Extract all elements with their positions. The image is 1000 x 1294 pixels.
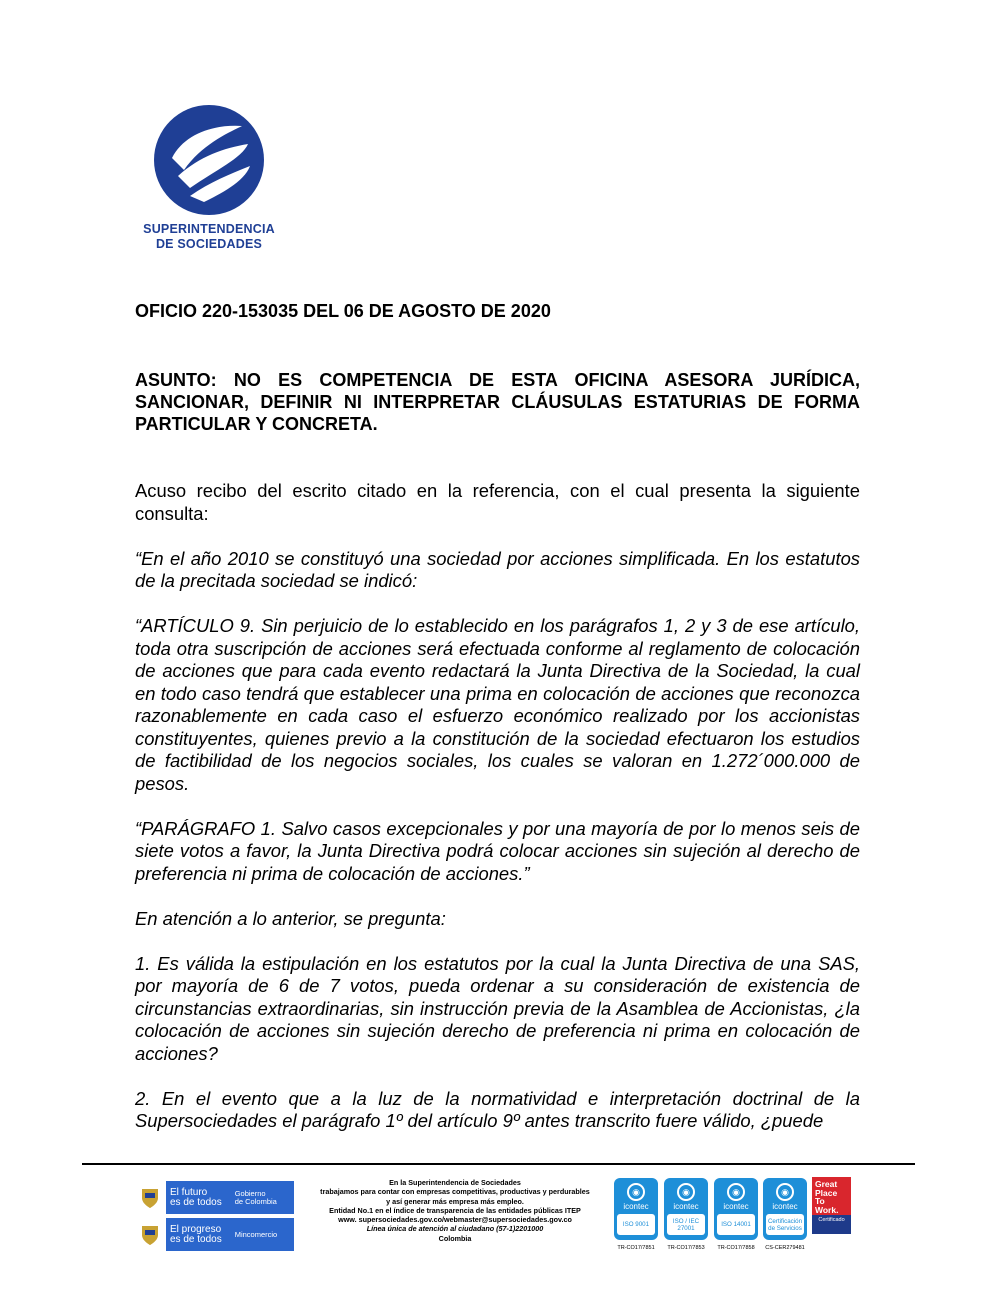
paragraph-pregunta: En atención a lo anterior, se pregunta: xyxy=(135,907,446,929)
gov1-small2: de Colombia xyxy=(234,1196,277,1206)
document-body xyxy=(135,480,860,1155)
gov1-line2: es de todos xyxy=(170,1196,222,1208)
gov1-small1: Gobierno xyxy=(234,1188,266,1198)
icontec-iso-9001-badge: ◉ icontec ISO 9001 xyxy=(614,1178,658,1240)
paragraph-articulo-9: “ARTÍCULO 9. Sin perjuicio de lo establecido en los parágrafos 1, 2 y 3 de ese artículo, toda otra suscripción de acciones será efectuada conforme al reglamento de colocación de acciones que para cada evento redactará la Junta Directiva de la Sociedad, la cual en todo caso tendrá que establecer una prima en colocación de acciones que reconozca razonablemente en cada caso el esfuerzo económico realizado por los accionistas constituyentes, quienes previo a la constitución de la sociedad efectuaron los estudios de factibilidad de los negocios sociales, los cuales se valoran en 1.272´000.000 de pesos. xyxy=(135,615,860,794)
logo-line-2: DE SOCIEDADES xyxy=(155,237,263,251)
footer-line: Colombia xyxy=(438,1233,472,1243)
colombia-shield-icon xyxy=(134,1218,166,1251)
footer-line: www. supersociedades.gov.co/webmaster@supersociedades.gov.co xyxy=(338,1215,572,1225)
footer-line: y así generar más empresa más empleo. xyxy=(386,1196,524,1206)
document-subject: ASUNTO: NO ES COMPETENCIA DE ESTA OFICINA ASESORA JURÍDICA, SANCIONAR, DEFINIR NI INTERPRETAR CLÁUSULAS ESTATURIAS DE FORMA PARTICULAR Y CONCRETA. xyxy=(135,370,860,434)
paragraph-paragrafo-1: “PARÁGRAFO 1. Salvo casos excepcionales y por una mayoría de por lo menos seis de siete votos a favor, la Junta Directiva podrá colocar acciones sin sujeción al derecho de preferencia ni prima de colocación de acciones.” xyxy=(135,817,860,884)
cert-code: TR-CO17/7853 xyxy=(667,1245,705,1251)
footer-divider xyxy=(82,1163,915,1165)
icontec-servicios-badge: ◉ icontec Certificación de Servicios xyxy=(763,1178,807,1240)
footer-line: Entidad No.1 en el índice de transparencia de las entidades públicas ITEP xyxy=(329,1205,581,1215)
gobierno-badge xyxy=(134,1181,294,1214)
document-title: OFICIO 220-153035 DEL 06 DE AGOSTO DE 2020 xyxy=(135,301,551,321)
footer-contact-text xyxy=(300,1178,610,1243)
footer-line: Línea única de atención al ciudadano (57-1)2201000 xyxy=(366,1224,544,1234)
paragraph-quote-1: “En el año 2010 se constituyó una sociedad por acciones simplificada. En los estatutos de la precitada sociedad se indicó: xyxy=(135,547,860,591)
icontec-icon: ◉ xyxy=(627,1183,645,1201)
gov2-line1: El progreso xyxy=(170,1223,222,1235)
icontec-iso-27001-badge: ◉ icontec ISO / IEC 27001 xyxy=(664,1178,708,1240)
logo-line-1: SUPERINTENDENCIA xyxy=(143,222,275,236)
icontec-icon: ◉ xyxy=(776,1183,794,1201)
great-place-to-work-badge: Great Place To Work. Certificado xyxy=(812,1177,851,1239)
cert-code: TR-CO17/7858 xyxy=(717,1245,755,1251)
cert-code: CS-CER279481 xyxy=(765,1245,805,1251)
cert-code: TR-CO17/7851 xyxy=(617,1245,655,1251)
supersociedades-emblem-icon xyxy=(150,104,268,216)
gov1-line1: El futuro xyxy=(170,1186,208,1198)
colombia-shield-icon xyxy=(134,1181,166,1214)
gov2-line2: es de todos xyxy=(170,1233,222,1245)
mincomercio-badge xyxy=(134,1218,294,1251)
gov2-small: Mincomercio xyxy=(234,1229,278,1239)
footer-line: En la Superintendencia de Sociedades xyxy=(389,1178,521,1187)
icontec-iso-14001-badge: ◉ icontec ISO 14001 xyxy=(714,1178,758,1240)
icontec-icon: ◉ xyxy=(677,1183,695,1201)
icontec-icon: ◉ xyxy=(727,1183,745,1201)
paragraph-intro: Acuso recibo del escrito citado en la referencia, con el cual presenta la siguiente consulta: xyxy=(135,480,860,524)
paragraph-question-2: 2. En el evento que a la luz de la normatividad e interpretación doctrinal de la Supersociedades el parágrafo 1º del artículo 9º antes transcrito fuere válido, ¿puede xyxy=(135,1087,860,1131)
footer-line: trabajamos para contar con empresas competitivas, productivas y perdurables xyxy=(320,1187,590,1197)
paragraph-question-1: 1. Es válida la estipulación en los estatutos por la cual la Junta Directiva de una SAS, por mayoría de 6 de 7 votos, pueda ordenar a su consideración de existencia de circunstancias extraordinarias, sin instrucción previa de la Asamblea de Accionistas, ¿la colocación de acciones sin sujeción derecho de preferencia ni prima en colocación de acciones? xyxy=(135,952,860,1064)
